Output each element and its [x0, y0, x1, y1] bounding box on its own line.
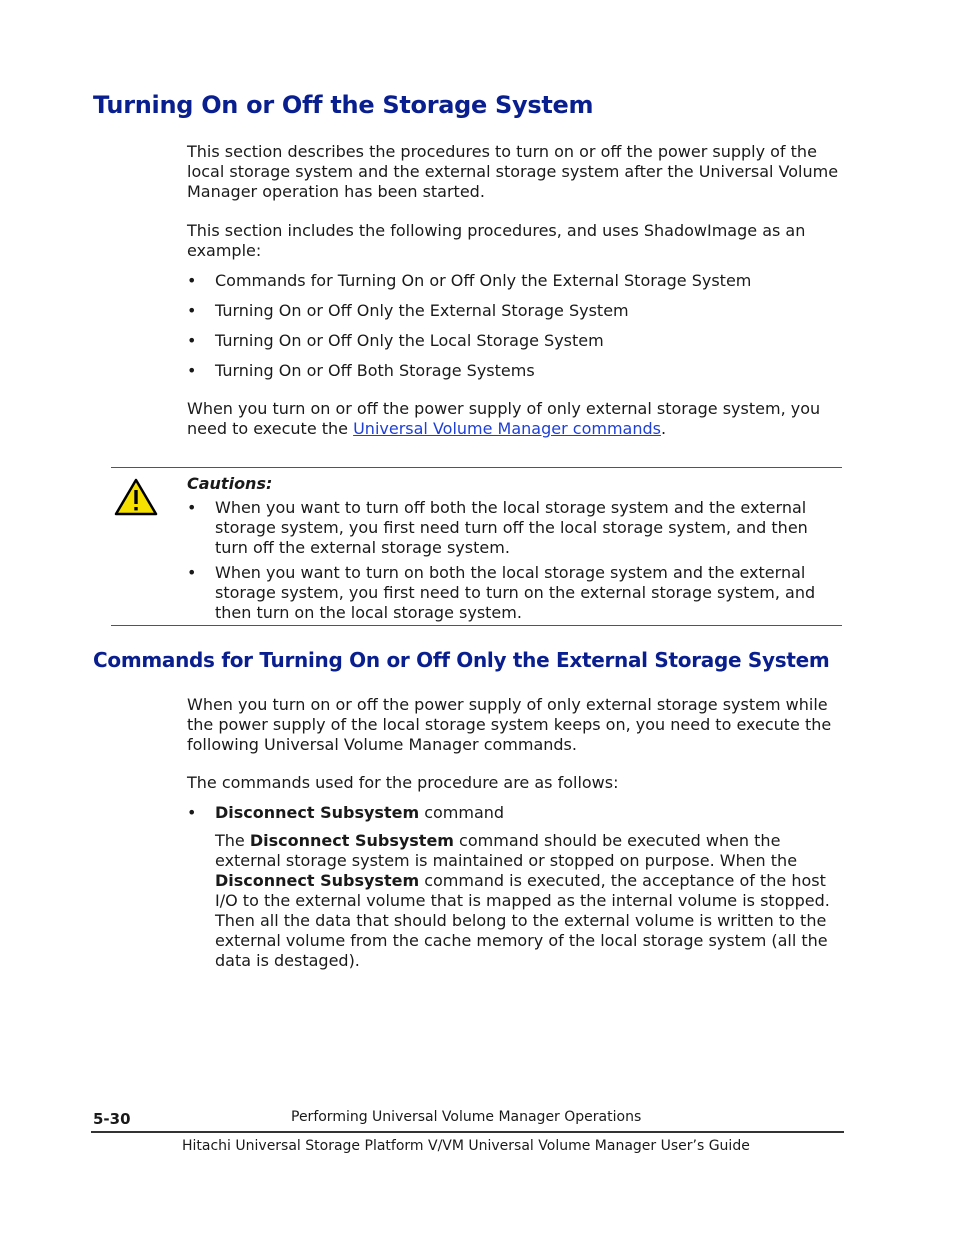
intro-paragraph-3-end: . [660, 419, 667, 438]
procedure-list [187, 271, 847, 391]
intro-paragraph-3 [187, 399, 847, 439]
command-name: Disconnect Subsystem [215, 803, 420, 822]
intro-paragraph-2: This section includes the following procedures, and uses ShadowImage as an example: [187, 221, 806, 260]
page-title: Turning On or Off the Storage System [93, 91, 594, 119]
command-desc-text: command should be executed when the external storage system is maintained or stopped on purpose. When the [215, 831, 798, 870]
list-item: • Turning On or Off Only the Local Storage System [187, 331, 847, 351]
list-item: • Turning On or Off Both Storage Systems [187, 361, 847, 381]
command-item [187, 803, 847, 971]
command-description [215, 831, 847, 971]
caution-list [187, 498, 842, 628]
commands-paragraph-2: The commands used for the procedure are as follows: [187, 773, 619, 792]
footer-page-number: 5-30 [93, 1110, 131, 1128]
command-heading [187, 803, 847, 823]
footer-divider [91, 1131, 844, 1133]
command-desc-text: The [215, 831, 250, 850]
command-suffix: command [419, 803, 505, 822]
list-item: • Commands for Turning On or Off Only the External Storage System [187, 271, 847, 291]
caution-box [111, 467, 842, 626]
intro-paragraph-1: This section describes the procedures to turn on or off the power supply of the local storage system and the external storage system after the Universal Volume Manager operation has been started. [187, 142, 839, 201]
list-item: • When you want to turn on both the local storage system and the external storage system, you first need to turn on the external storage system, and then turn on the local storage system. [187, 563, 842, 623]
caution-title: Cautions: [187, 474, 273, 493]
command-desc-bold: Disconnect Subsystem [215, 871, 420, 890]
subsection-title: Commands for Turning On or Off Only the External Storage System [93, 648, 830, 672]
command-desc-text: command is executed, the acceptance of the host I/O to the external volume that is mapped as the internal volume is stopped. Then all the data that should belong to the external volume is written to the external volume from the cache memory of the local storage system (all the data is destaged). [215, 871, 830, 970]
uvm-commands-link[interactable]: Universal Volume Manager commands [353, 419, 661, 438]
footer-chapter-title: Performing Universal Volume Manager Operations [291, 1109, 642, 1125]
list-item: • When you want to turn off both the local storage system and the external storage system, you first need turn off the local storage system, and then turn off the external storage system. [187, 498, 842, 558]
commands-paragraph-1: When you turn on or off the power supply of only external storage system while the power supply of the local storage system keeps on, you need to execute the following Universal Volume Manager commands. [187, 695, 832, 754]
warning-triangle-icon [114, 478, 158, 516]
list-item: • Turning On or Off Only the External Storage System [187, 301, 847, 321]
footer-guide-title: Hitachi Universal Storage Platform V/VM Universal Volume Manager User’s Guide [182, 1138, 750, 1154]
intro-paragraph-3-text: When you turn on or off the power supply of only external storage system, you need to execute the [187, 399, 821, 438]
command-desc-bold: Disconnect Subsystem [249, 831, 454, 850]
